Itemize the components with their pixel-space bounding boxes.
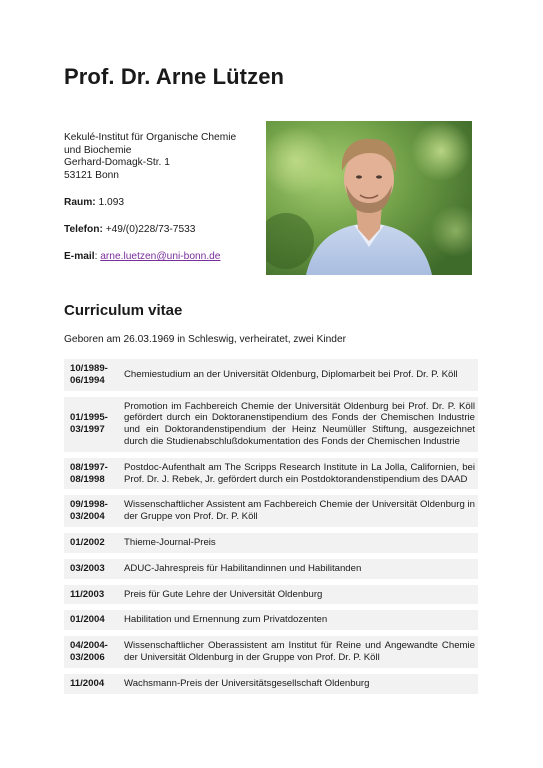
section-heading: Curriculum vitae	[64, 302, 183, 319]
cv-description: Wachsmann-Preis der Universitätsgesellschaft Oldenburg	[120, 674, 478, 694]
cv-date-start: 08/1997-	[70, 461, 108, 473]
cv-date: 01/2004	[64, 610, 120, 630]
table-row	[64, 458, 478, 490]
portrait-image	[266, 121, 472, 275]
cv-date-end: 06/1994	[70, 374, 105, 386]
room-label: Raum:	[64, 197, 96, 208]
portrait-photo	[266, 121, 472, 275]
phone-label: Telefon:	[64, 224, 103, 235]
cv-date-start: 09/1998-	[70, 499, 108, 511]
address-line: Gerhard-Domagk-Str. 1	[64, 157, 170, 169]
cv-description: Promotion im Fachbereich Chemie der Universität Oldenburg bei Prof. Dr. P. Köll gefördert durch ein Doktoranenstipendium des Fonds der Chemischen Industrie und ein Doktorandenstipendium der Heinz Neumüller Stiftung, ausgezeichnet durch die Studienabschlußdokumentation des Fonds der Chemischen Industrie	[120, 397, 478, 452]
cv-date-start: 10/1989-	[70, 363, 108, 374]
cv-description: Postdoc-Aufenthalt am The Scripps Research Institute in La Jolla, Californien, bei Prof. Dr. J. Rebek, Jr. gefördert durch ein Postdoktorandenstipendium des DAAD	[120, 458, 478, 490]
cv-date: 11/2004	[64, 674, 120, 694]
cv-date: 01/2002	[64, 533, 120, 553]
email-separator: :	[94, 251, 101, 262]
address-line: und Biochemie	[64, 144, 132, 156]
room-line	[64, 197, 124, 210]
table-row	[64, 636, 478, 668]
table-row	[64, 559, 478, 579]
phone-line	[64, 224, 195, 237]
cv-description: ADUC-Jahrespreis für Habilitandinnen und Habilitanden	[120, 559, 478, 579]
cv-table	[64, 359, 478, 694]
cv-date-start: 04/2004-	[70, 640, 108, 652]
table-row	[64, 610, 478, 630]
page-title: Prof. Dr. Arne Lützen	[64, 64, 285, 89]
cv-description: Wissenschaftlicher Assistent am Fachbereich Chemie der Universität Oldenburg in der Gruppe von Prof. Dr. P. Köll	[120, 495, 478, 527]
cv-description: Wissenschaftlicher Oberassistent am Institut für Reine und Angewandte Chemie der Universität Oldenburg in der Gruppe von Prof. Dr. P. Köll	[120, 636, 478, 668]
cv-date	[64, 397, 120, 452]
cv-description: Thieme-Journal-Preis	[120, 533, 478, 553]
cv-date	[64, 359, 120, 391]
table-row	[64, 495, 478, 527]
table-row	[64, 533, 478, 553]
birth-info: Geboren am 26.03.1969 in Schleswig, verheiratet, zwei Kinder	[64, 334, 347, 345]
cv-date: 11/2003	[64, 585, 120, 605]
address-line: Kekulé-Institut für Organische Chemie	[64, 132, 237, 143]
cv-date-end: 03/1997	[70, 424, 105, 436]
address-line: 53121 Bonn	[64, 169, 119, 181]
cv-date	[64, 458, 120, 490]
room-value: 1.093	[95, 197, 125, 208]
cv-description: Habilitation und Ernennung zum Privatdozenten	[120, 610, 478, 630]
cv-date-start: 01/1995-	[70, 412, 108, 424]
table-row	[64, 359, 478, 391]
email-link[interactable]: arne.luetzen@uni-bonn.de	[100, 251, 221, 262]
cv-date-end: 03/2006	[70, 651, 105, 663]
table-row	[64, 674, 478, 694]
phone-value: +49/(0)228/73-7533	[102, 224, 196, 235]
address-block	[64, 132, 264, 182]
table-row	[64, 397, 478, 452]
email-label: E-mail	[64, 251, 95, 262]
table-row	[64, 585, 478, 605]
cv-description: Chemiestudium an der Universität Oldenburg, Diplomarbeit bei Prof. Dr. P. Köll	[120, 359, 478, 391]
cv-date: 03/2003	[64, 559, 120, 579]
cv-date-end: 03/2004	[70, 511, 105, 523]
cv-description: Preis für Gute Lehre der Universität Oldenburg	[120, 585, 478, 605]
email-line	[64, 251, 220, 264]
cv-date-end: 08/1998	[70, 473, 105, 485]
cv-date	[64, 636, 120, 668]
cv-date	[64, 495, 120, 527]
